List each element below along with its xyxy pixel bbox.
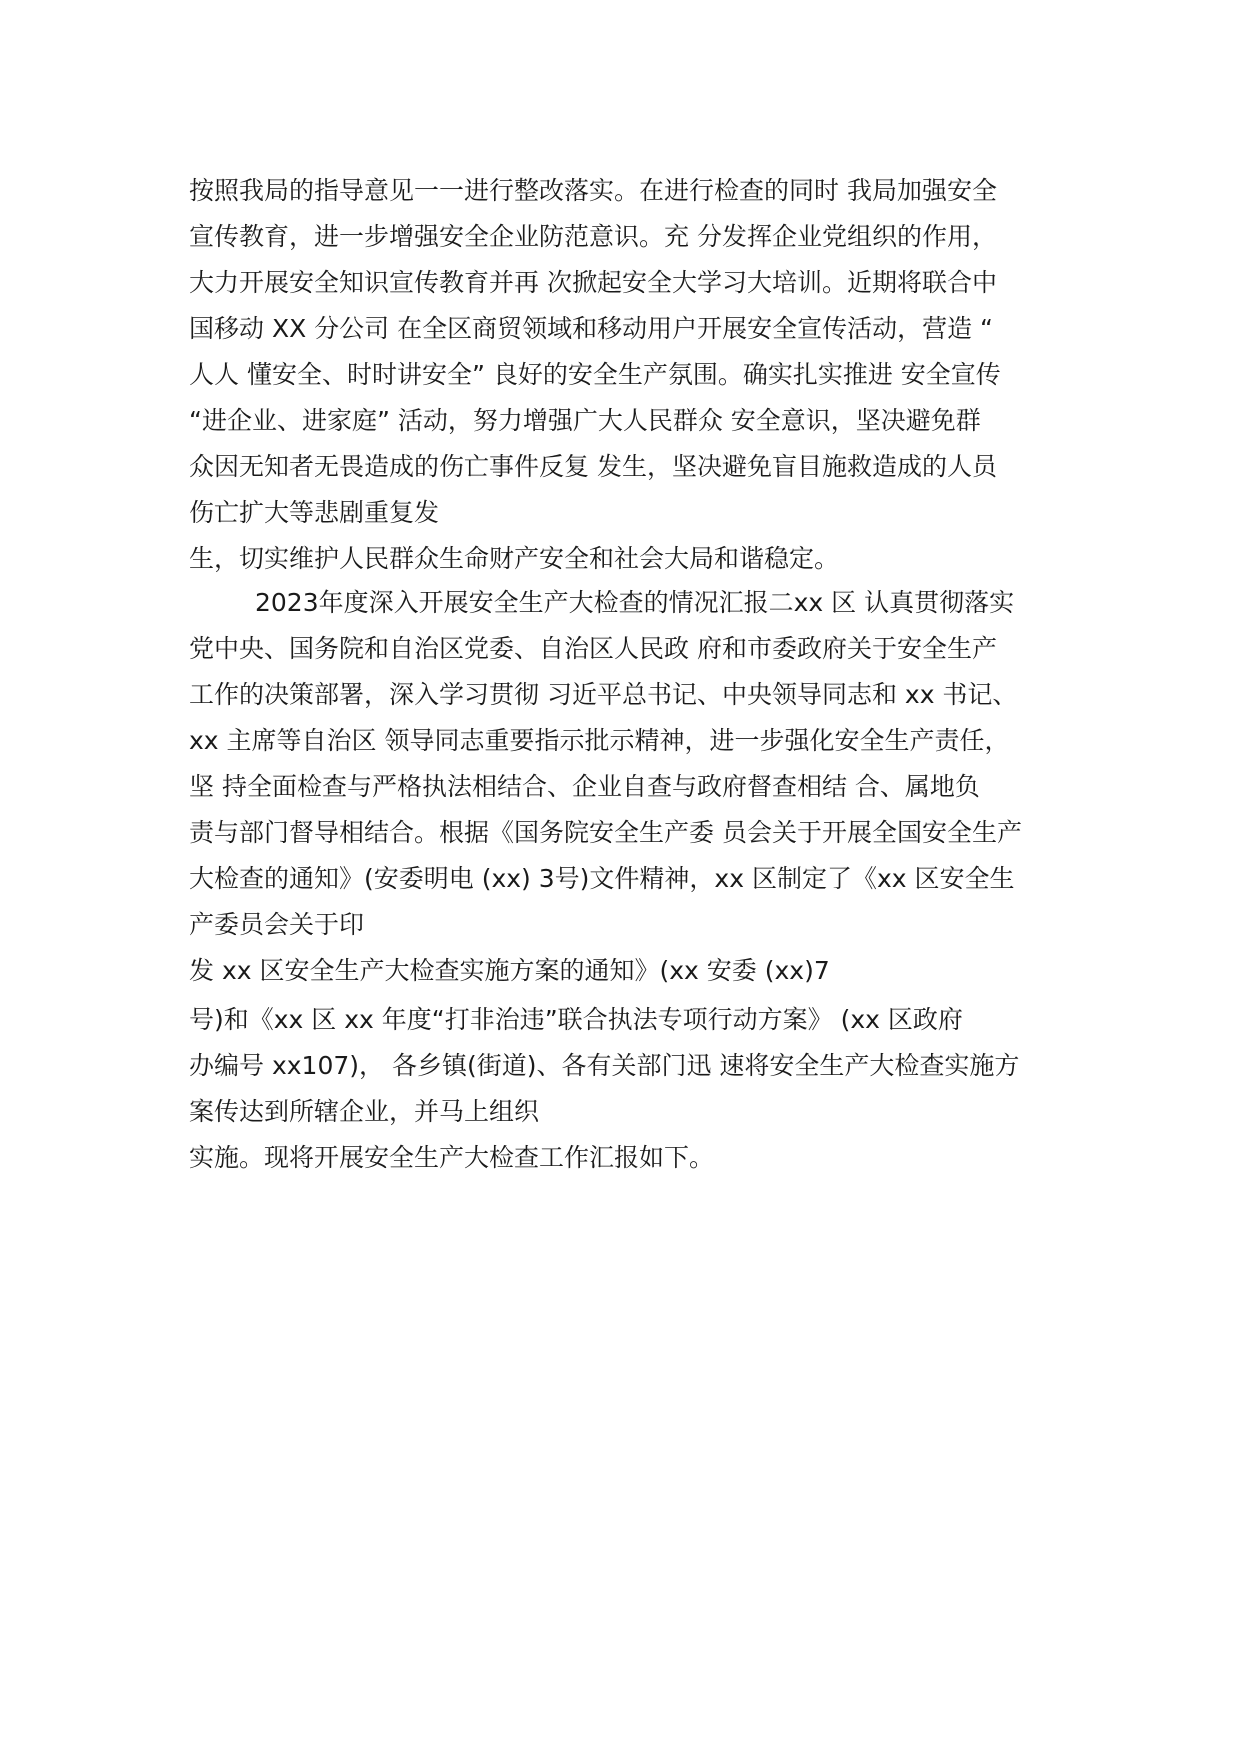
paragraph-1-line: 人人 懂安全、时时讲安全” 良好的安全生产氛围。确实扎实推进 安全宣传 <box>189 360 1001 389</box>
paragraph-2-line: 责与部门督导相结合。根据《国务院安全生产委 员会关于开展全国安全生产 <box>189 818 1022 847</box>
paragraph-1-line: 宣传教育，进一步增强安全企业防范意识。充 分发挥企业党组织的作用， <box>189 222 997 251</box>
paragraph-1-line: 国移动 XX 分公司 在全区商贸领域和移动用户开展安全宣传活动，营造 “ <box>189 314 993 343</box>
paragraph-3-line: 号)和《xx 区 xx 年度“打非治违”联合执法专项行动方案》 (xx 区政府 <box>189 1005 963 1034</box>
paragraph-3 <box>189 997 1069 1181</box>
paragraph-2-line: 工作的决策部署，深入学习贯彻 习近平总书记、中央领导同志和 xx 书记、 <box>189 680 1018 709</box>
paragraph-3-line: 办编号 xx107)， 各乡镇(街道)、各有关部门迅 速将安全生产大检查实施方 <box>189 1051 1020 1080</box>
paragraph-3-line: 案传达到所辖企业，并马上组织 <box>189 1097 540 1126</box>
paragraph-1-line: 生，切实维护人民群众生命财产安全和社会大局和谐稳定。 <box>189 544 840 573</box>
paragraph-2-line: xx 主席等自治区 领导同志重要指示批示精神，进一步强化安全生产责任， <box>189 726 1010 755</box>
paragraph-1-line: 大力开展安全知识宣传教育并再 次掀起安全大学习大培训。近期将联合中 <box>189 268 997 297</box>
paragraph-2-line: 发 xx 区安全生产大检查实施方案的通知》(xx 安委 (xx)7 <box>189 956 830 985</box>
paragraph-1-line: “进企业、进家庭” 活动，努力增强广大人民群众 安全意识，坚决避免群 <box>189 406 981 435</box>
paragraph-2-line: 坚 持全面检查与严格执法相结合、企业自查与政府督查相结 合、属地负 <box>189 772 980 801</box>
paragraph-2-line: 党中央、国务院和自治区党委、自治区人民政 府和市委政府关于安全生产 <box>189 634 997 663</box>
paragraph-1-line: 按照我局的指导意见一一进行整改落实。在进行检查的同时 我局加强安全 <box>189 176 997 205</box>
paragraph-3-line: 实施。现将开展安全生产大检查工作汇报如下。 <box>189 1143 715 1172</box>
paragraph-2-line: 产委员会关于印 <box>189 910 365 939</box>
paragraph-2 <box>189 580 1069 994</box>
paragraph-1-line: 众因无知者无畏造成的伤亡事件反复 发生，坚决避免盲目施救造成的人员 <box>189 452 997 481</box>
paragraph-2-line: 大检查的通知》(安委明电 (xx) 3号)文件精神，xx 区制定了《xx 区安全生 <box>189 864 1015 893</box>
paragraph-1-line: 伤亡扩大等悲剧重复发 <box>189 498 440 527</box>
paragraph-2-first-line: 2023年度深入开展安全生产大检查的情况汇报二xx 区 认真贯彻落实 <box>255 588 1015 617</box>
paragraph-1 <box>189 168 1069 582</box>
